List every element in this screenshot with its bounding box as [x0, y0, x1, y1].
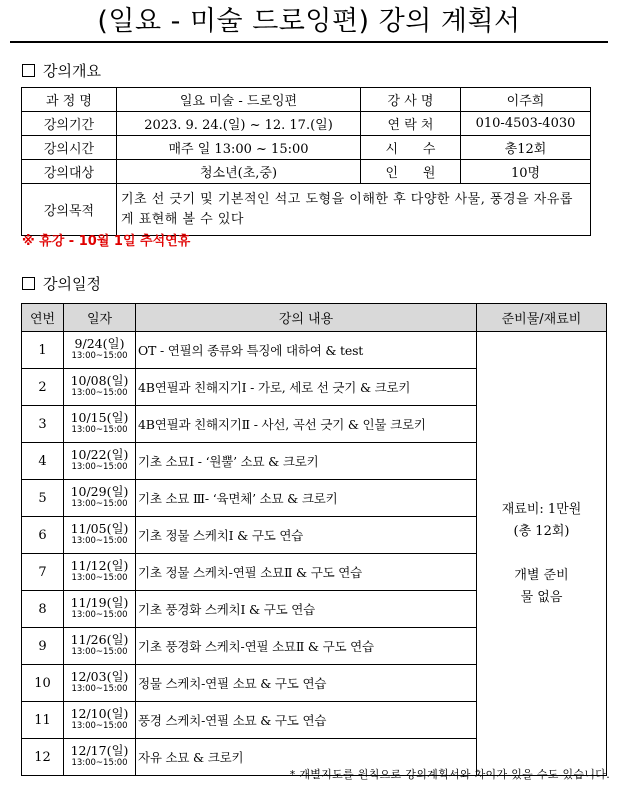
prep-materials-cell [477, 332, 607, 776]
session-date: 12/03(일) [70, 669, 129, 684]
session-content: 기초 정물 스케치Ⅰ & 구도 연습 [136, 517, 477, 554]
overview-table [21, 87, 591, 236]
overview-row [22, 160, 591, 184]
session-date: 9/24(일) [74, 336, 125, 351]
purpose-label: 강의목적 [22, 184, 117, 236]
schedule-header-row [22, 304, 607, 332]
session-date: 12/10(일) [70, 706, 129, 721]
session-number: 6 [22, 517, 64, 554]
overview-heading-label: 강의개요 [43, 62, 101, 80]
session-content: 기초 소묘 Ⅲ- ‘육면체’ 소묘 & 크로키 [136, 480, 477, 517]
session-content: OT - 연필의 종류와 특징에 대하여 & test [136, 332, 477, 369]
capacity-label: 인 원 [361, 160, 461, 184]
session-date-cell [64, 369, 136, 406]
time-value: 매주 일 13:00 ~ 15:00 [117, 136, 361, 160]
session-number: 5 [22, 480, 64, 517]
session-date-cell [64, 443, 136, 480]
session-time: 13:00~15:00 [71, 573, 128, 583]
overview-row-purpose [22, 184, 591, 236]
capacity-value: 10명 [461, 160, 591, 184]
schedule-heading [22, 273, 101, 294]
session-time: 13:00~15:00 [71, 647, 128, 657]
session-date-cell [64, 332, 136, 369]
session-time: 13:00~15:00 [71, 721, 128, 731]
session-time: 13:00~15:00 [71, 425, 128, 435]
session-date-cell [64, 480, 136, 517]
session-date: 11/05(일) [70, 521, 129, 536]
session-time: 13:00~15:00 [71, 351, 128, 361]
session-number: 12 [22, 739, 64, 776]
session-date: 10/15(일) [70, 410, 129, 425]
session-date-cell [64, 554, 136, 591]
spacer [477, 543, 606, 565]
session-date-cell [64, 591, 136, 628]
header-date: 일자 [64, 304, 136, 332]
time-label: 강의시간 [22, 136, 117, 160]
material-fee: 재료비: 1만원 [501, 501, 582, 517]
session-content: 풍경 스케치-연필 소묘 & 구도 연습 [136, 702, 477, 739]
session-number: 9 [22, 628, 64, 665]
session-date: 11/12(일) [70, 558, 129, 573]
session-time: 13:00~15:00 [71, 758, 128, 768]
session-date: 12/17(일) [70, 743, 129, 758]
contact-label: 연 락 처 [361, 112, 461, 136]
session-number: 1 [22, 332, 64, 369]
session-date: 10/08(일) [70, 373, 129, 388]
session-time: 13:00~15:00 [71, 499, 128, 509]
material-fee-count: (총 12회) [513, 523, 570, 539]
session-number: 7 [22, 554, 64, 591]
session-number: 3 [22, 406, 64, 443]
session-number: 2 [22, 369, 64, 406]
prep-items: 개별 준비물 없음 [514, 567, 569, 605]
session-date: 11/19(일) [70, 595, 129, 610]
session-time: 13:00~15:00 [71, 684, 128, 694]
period-label: 강의기간 [22, 112, 117, 136]
title-underline [10, 41, 608, 43]
session-date-cell [64, 517, 136, 554]
instructor-value: 이주희 [461, 88, 591, 112]
overview-row [22, 136, 591, 160]
session-number: 11 [22, 702, 64, 739]
session-time: 13:00~15:00 [71, 536, 128, 546]
page-title: (일요 - 미술 드로잉편) 강의 계획서 [97, 6, 521, 37]
overview-heading [22, 60, 101, 81]
course-name-label: 과 정 명 [22, 88, 117, 112]
table-row [22, 332, 607, 369]
session-content: 기초 정물 스케치-연필 소묘Ⅱ & 구도 연습 [136, 554, 477, 591]
session-content: 4B연필과 친해지기Ⅰ - 가로, 세로 선 긋기 & 크로키 [136, 369, 477, 406]
session-content: 기초 풍경화 스케치-연필 소묘Ⅱ & 구도 연습 [136, 628, 477, 665]
checkbox-square-icon [22, 64, 35, 77]
session-date: 10/22(일) [70, 447, 129, 462]
header-prep: 준비물/재료비 [477, 304, 607, 332]
purpose-value: 기초 선 긋기 및 기본적인 석고 도형을 이해한 후 다양한 사물, 풍경을 자유롭게 표현해 볼 수 있다 [117, 184, 591, 236]
schedule-table [21, 303, 607, 776]
session-time: 13:00~15:00 [71, 610, 128, 620]
overview-row [22, 112, 591, 136]
session-content: 기초 소묘Ⅰ - ‘원뿔’ 소묘 & 크로키 [136, 443, 477, 480]
session-date-cell [64, 665, 136, 702]
session-date: 11/26(일) [70, 632, 129, 647]
course-name-value: 일요 미술 - 드로잉편 [117, 88, 361, 112]
session-date: 10/29(일) [70, 484, 129, 499]
header-content: 강의 내용 [136, 304, 477, 332]
sessions-value: 총12회 [461, 136, 591, 160]
session-content: 자유 소묘 & 크로키 [136, 739, 477, 776]
overview-row [22, 88, 591, 112]
session-number: 8 [22, 591, 64, 628]
period-value: 2023. 9. 24.(일) ~ 12. 17.(일) [117, 112, 361, 136]
target-label: 강의대상 [22, 160, 117, 184]
sessions-label: 시 수 [361, 136, 461, 160]
session-content: 정물 스케치-연필 소묘 & 구도 연습 [136, 665, 477, 702]
header-no: 연번 [22, 304, 64, 332]
contact-value: 010-4503-4030 [461, 112, 591, 136]
schedule-heading-label: 강의일정 [43, 275, 101, 293]
footnote: * 개별지도를 원칙으로 강의계획서와 차이가 있을 수도 있습니다. [289, 768, 610, 781]
instructor-label: 강 사 명 [361, 88, 461, 112]
target-value: 청소년(초,중) [117, 160, 361, 184]
checkbox-square-icon [22, 277, 35, 290]
session-time: 13:00~15:00 [71, 462, 128, 472]
session-date-cell [64, 406, 136, 443]
session-content: 기초 풍경화 스케치Ⅰ & 구도 연습 [136, 591, 477, 628]
session-number: 4 [22, 443, 64, 480]
session-date-cell [64, 739, 136, 776]
session-content: 4B연필과 친해지기Ⅱ - 사선, 곡선 긋기 & 인물 크로키 [136, 406, 477, 443]
session-date-cell [64, 702, 136, 739]
session-time: 13:00~15:00 [71, 388, 128, 398]
session-number: 10 [22, 665, 64, 702]
session-date-cell [64, 628, 136, 665]
holiday-notice: ※ 휴강 - 10월 1일 추석연휴 [22, 234, 191, 249]
